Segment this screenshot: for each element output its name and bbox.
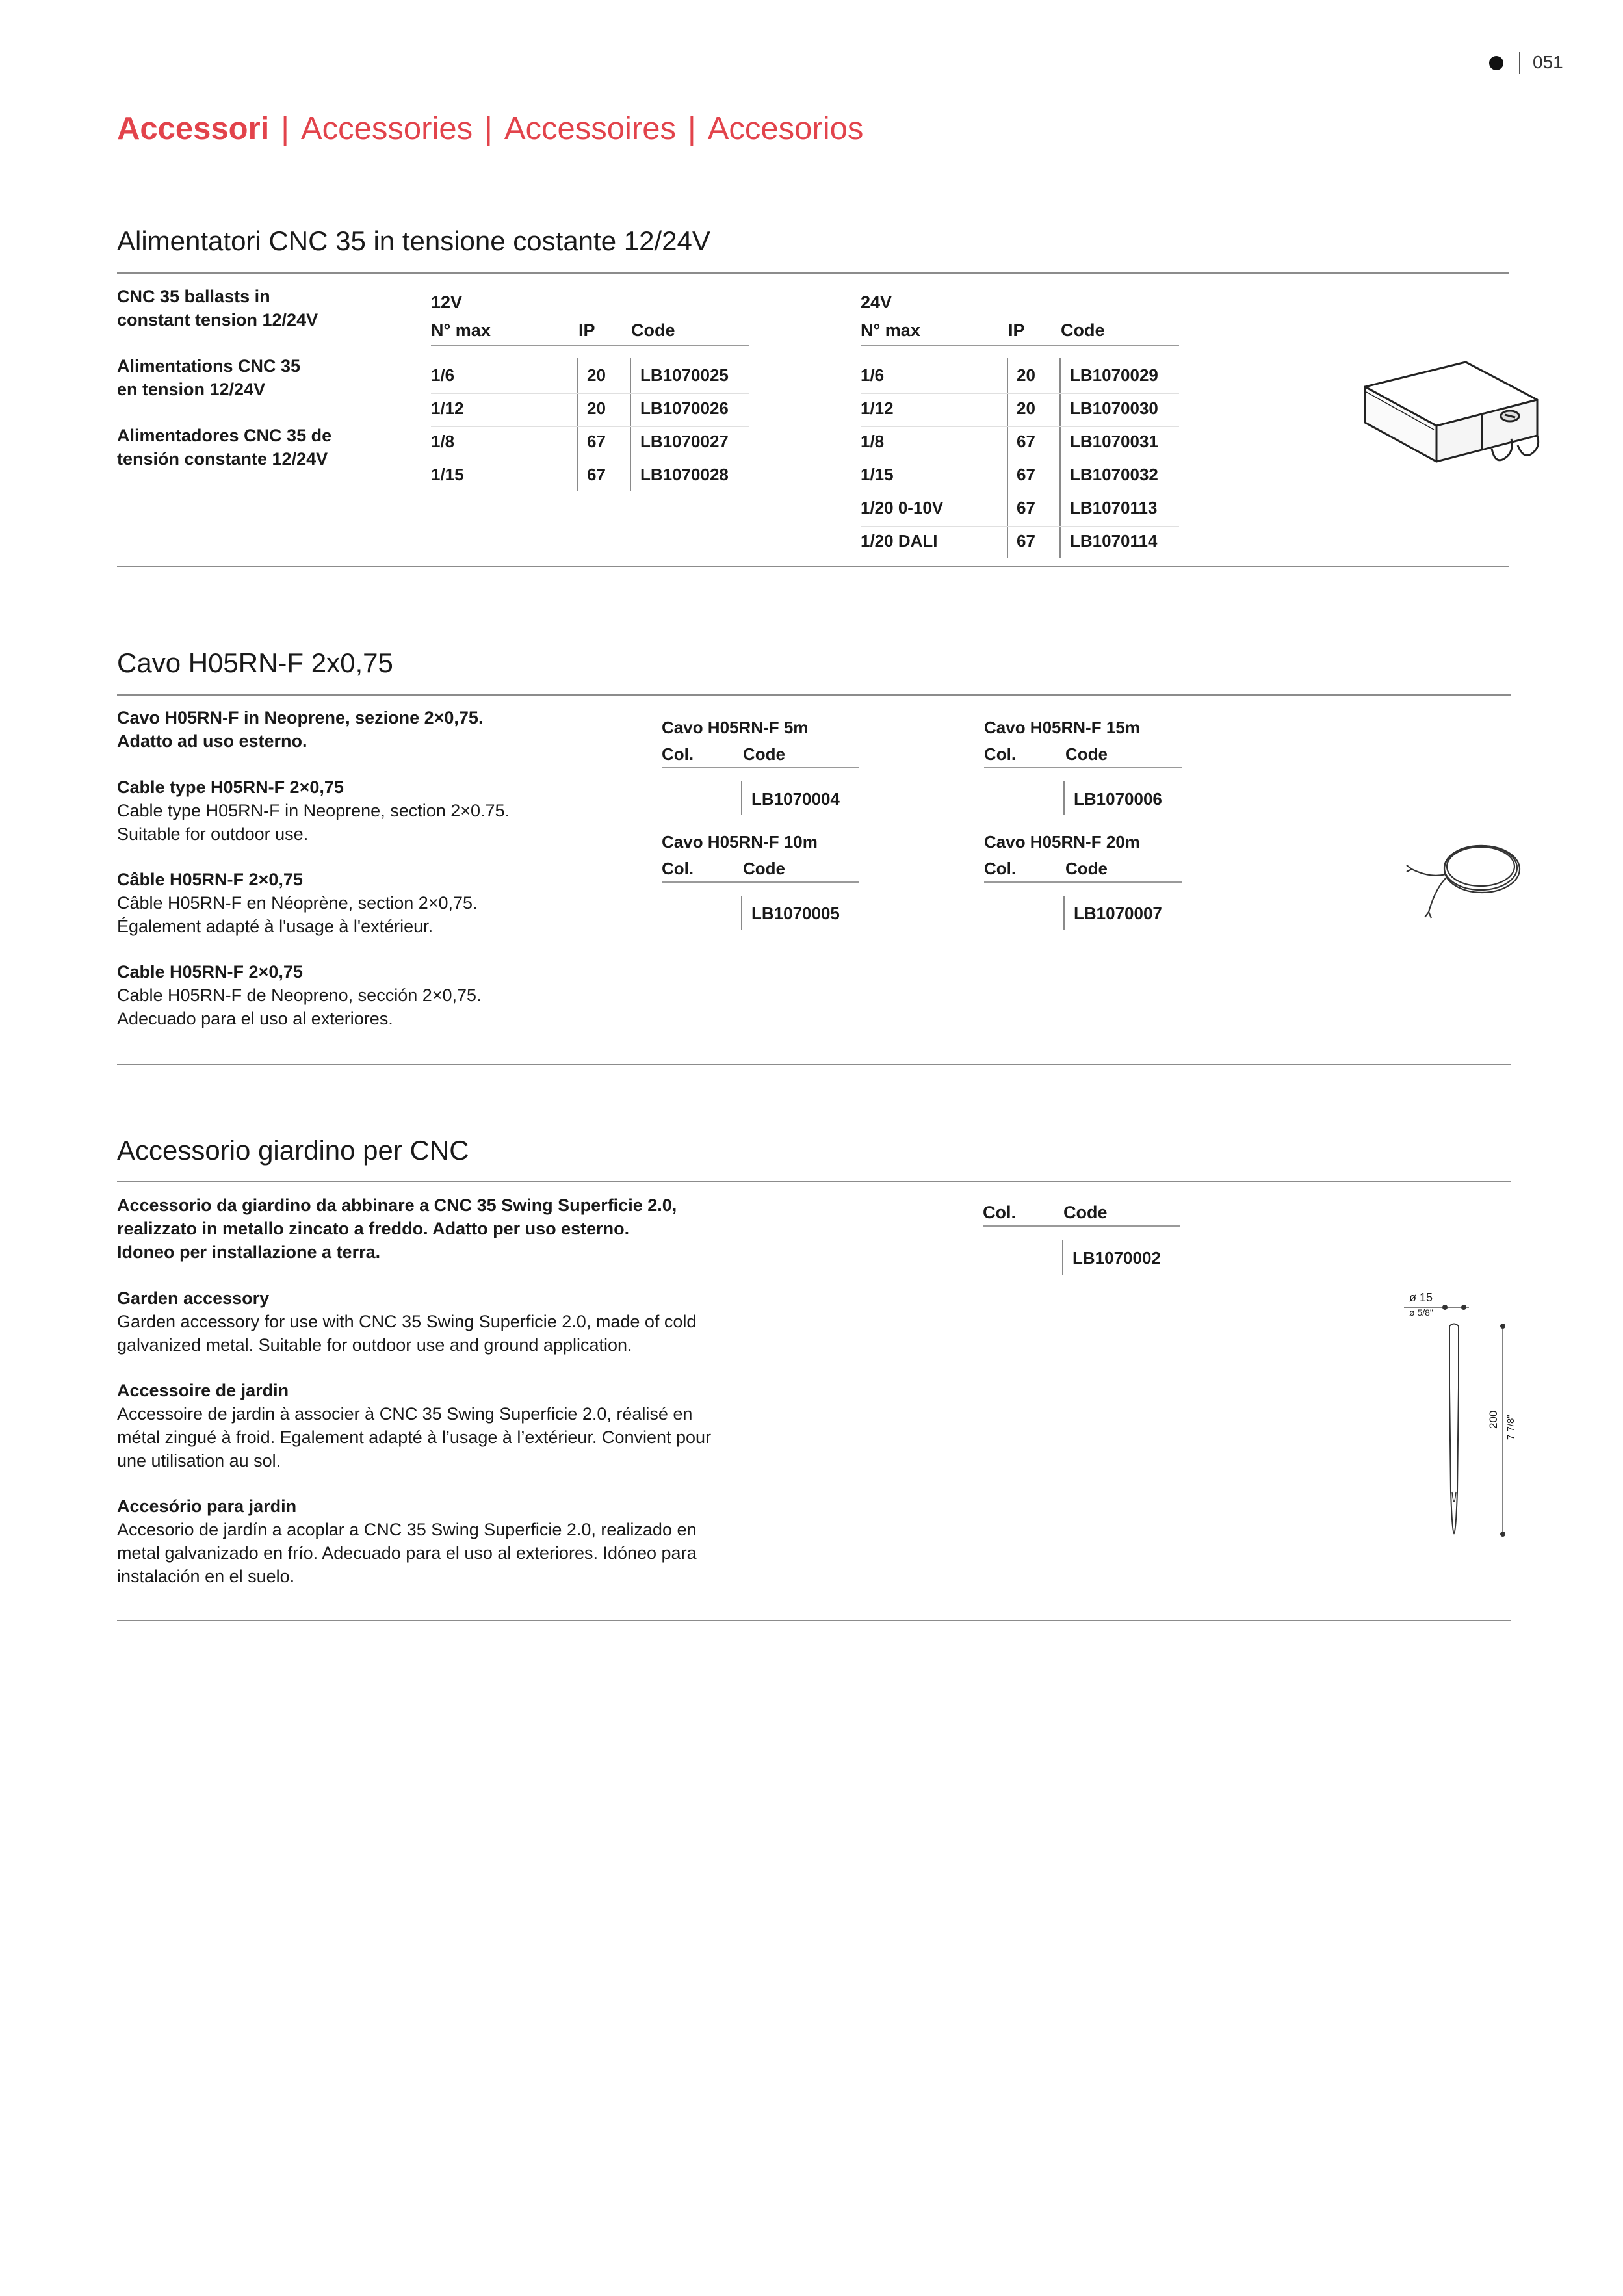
section-divider [117,272,1509,274]
cable-code-header: Code [1065,859,1108,878]
section-divider [117,566,1509,567]
table-cell-max: 1/12 [431,398,464,418]
cable-col-header: Col. [662,744,694,764]
title-separator: | [484,111,493,146]
title-english: Accessories [301,111,473,146]
cable-product-name: Cavo H05RN-F 5m [662,718,809,737]
cable-code: LB1070006 [1074,789,1162,809]
table-header-rule [984,881,1182,883]
garden-spike-icon [1404,1297,1514,1544]
garden-col-header: Col. [983,1203,1016,1222]
column-divider [577,358,578,491]
title-main: Accessori [117,111,270,146]
cable-code-header: Code [743,744,785,764]
column-divider [1063,896,1065,930]
table-cell-max: 1/6 [861,365,885,385]
section-divider [117,1620,1511,1621]
table-cell-ip: 20 [587,365,606,385]
table-12v-col-ip: IP [578,320,595,340]
table-cell-max: 1/12 [861,398,894,418]
table-header-rule [662,881,859,883]
ballast-desc-en: CNC 35 ballasts in constant tension 12/24V [117,287,318,330]
table-cell-ip: 20 [587,398,606,418]
column-divider [741,781,742,815]
table-24v-col-ip: IP [1008,320,1025,340]
cable-code-header: Code [1065,744,1108,764]
table-header-rule [984,767,1182,768]
page-title [117,111,863,147]
table-header-rule [861,345,1179,346]
garden-desc-es: Accesório para jardin Accesorio de jardín a acoplar a CNC 35 Swing Superficie 2.0, realizado en metal galvanizado en frío. Adecuado para el uso al exteriores. Idóneo para instalación en el suelo. [117,1496,697,1586]
cable-col-header: Col. [662,859,694,878]
column-divider [741,896,742,930]
cable-desc-it: Cavo H05RN-F in Neoprene, sezione 2×0,75. Adatto ad uso esterno. [117,708,484,751]
table-cell-ip: 67 [1017,432,1035,451]
cable-code: LB1070005 [751,904,840,923]
table-cell-max: 1/20 DALI [861,531,938,551]
cable-code: LB1070004 [751,789,840,809]
column-divider [630,358,631,491]
table-cell-max: 1/20 0-10V [861,498,944,517]
page-marker-dot [1489,56,1503,70]
ballast-box-icon [1352,354,1566,491]
table-cell-code: LB1070027 [640,432,729,451]
table-cell-code: LB1070031 [1070,432,1158,451]
table-cell-code: LB1070026 [640,398,729,418]
section-heading-cable: Cavo H05RN-F 2x0,75 [117,647,393,678]
table-cell-ip: 67 [1017,531,1035,551]
column-divider [1062,1240,1063,1275]
table-cell-max: 1/8 [861,432,885,451]
diameter-inch-label: ø 5/8" [1409,1307,1433,1318]
diameter-label: ø 15 [1409,1291,1433,1304]
cable-code-header: Code [743,859,785,878]
page-number: 051 [1533,52,1563,72]
section-divider [117,1064,1511,1065]
title-separator: | [688,111,696,146]
title-spanish: Accesorios [707,111,864,146]
table-cell-max: 1/15 [431,465,464,484]
section-heading-garden: Accessorio giardino per CNC [117,1135,469,1166]
ballast-desc-fr: Alimentations CNC 35 en tension 12/24V [117,356,301,399]
cable-desc-es: Cable H05RN-F 2×0,75 Cable H05RN-F de Neopreno, sección 2×0,75. Adecuado para el uso al exteriores. [117,962,482,1028]
cable-desc-en: Cable type H05RN-F 2×0,75 Cable type H05RN-F in Neoprene, section 2×0.75. Suitable for outdoor use. [117,777,510,844]
table-cell-ip: 20 [1017,365,1035,385]
garden-code-header: Code [1063,1203,1108,1222]
height-label: 200 [1487,1410,1500,1429]
cable-product-name: Cavo H05RN-F 10m [662,832,818,852]
table-cell-code: LB1070025 [640,365,729,385]
table-24v-title: 24V [861,293,892,312]
table-cell-ip: 67 [587,465,606,484]
table-cell-code: LB1070029 [1070,365,1158,385]
cable-code: LB1070007 [1074,904,1162,923]
table-cell-code: LB1070113 [1070,498,1158,517]
table-cell-code: LB1070028 [640,465,729,484]
row-separator [861,526,1179,527]
table-cell-ip: 67 [1017,465,1035,484]
table-cell-code: LB1070032 [1070,465,1158,484]
page-number-separator [1519,52,1520,74]
table-cell-max: 1/15 [861,465,894,484]
row-separator [431,393,749,394]
garden-desc-fr: Accessoire de jardin Accessoire de jardin à associer à CNC 35 Swing Superficie 2.0, réalisé en métal zingué à froid. Egalement adapté à l’usage à l’extérieur. Convient pour une utilisation au sol. [117,1381,712,1470]
table-cell-ip: 67 [587,432,606,451]
column-divider [1063,781,1065,815]
cable-product-name: Cavo H05RN-F 15m [984,718,1140,737]
ballast-desc-es: Alimentadores CNC 35 de tensión constante 12/24V [117,426,332,469]
section-heading-ballasts: Alimentatori CNC 35 in tensione costante 12/24V [117,226,710,256]
table-cell-code: LB1070114 [1070,531,1158,551]
cable-product-name: Cavo H05RN-F 20m [984,832,1140,852]
cable-col-header: Col. [984,859,1017,878]
section-divider [117,694,1511,696]
garden-code: LB1070002 [1072,1248,1161,1268]
row-separator [861,393,1179,394]
table-12v-col-code: Code [631,320,675,340]
table-header-rule [983,1225,1180,1227]
title-separator: | [281,111,289,146]
section-divider [117,1181,1511,1182]
table-cell-max: 1/6 [431,365,455,385]
title-french: Accessoires [504,111,677,146]
table-cell-ip: 20 [1017,398,1035,418]
table-12v-col-max: N° max [431,320,491,340]
cable-coil-icon [1404,829,1527,926]
column-divider [1007,358,1008,558]
column-divider [1059,358,1061,558]
table-cell-max: 1/8 [431,432,455,451]
garden-desc-it: Accessorio da giardino da abbinare a CNC 35 Swing Superficie 2.0, realizzato in metallo zincato a freddo. Adatto per uso esterno. Idoneo per installazione a terra. [117,1195,677,1262]
table-header-rule [662,767,859,768]
table-24v-col-code: Code [1061,320,1105,340]
row-separator [431,426,749,427]
table-cell-ip: 67 [1017,498,1035,517]
table-cell-code: LB1070030 [1070,398,1158,418]
cable-desc-fr: Câble H05RN-F 2×0,75 Câble H05RN-F en Néoprène, section 2×0,75. Également adapté à l'usage à l'extérieur. [117,870,478,936]
garden-desc-en: Garden accessory Garden accessory for use with CNC 35 Swing Superficie 2.0, made of cold galvanized metal. Suitable for outdoor use and ground application. [117,1288,697,1355]
table-12v-title: 12V [431,293,463,312]
cable-col-header: Col. [984,744,1017,764]
height-inch-label: 7 7/8" [1505,1415,1516,1440]
row-separator [861,426,1179,427]
table-24v-col-max: N° max [861,320,920,340]
table-header-rule [431,345,749,346]
